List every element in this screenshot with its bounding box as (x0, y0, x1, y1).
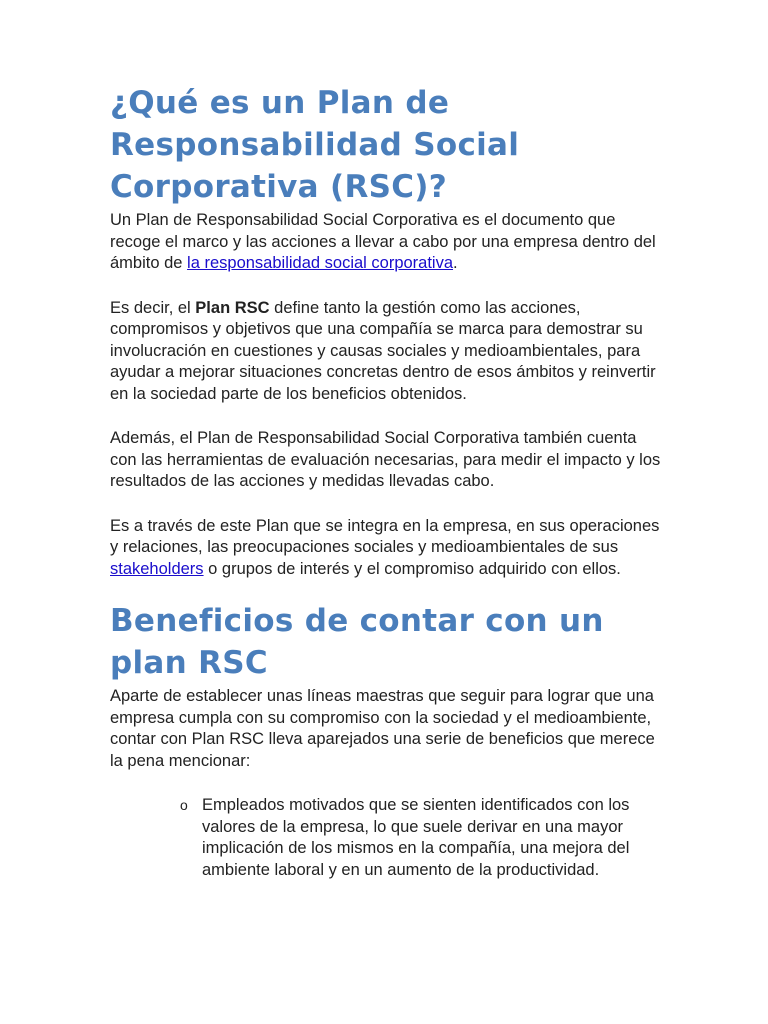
paragraph-benefits-intro: Aparte de establecer unas líneas maestras que seguir para lograr que una empresa cumpla con su compromiso con la sociedad y el medioambiente, contar con Plan RSC lleva aparejados una serie de beneficios que merece la pena mencionar: (110, 687, 655, 770)
document-page (110, 82, 662, 881)
link-stakeholders[interactable]: stakeholders (110, 559, 204, 578)
paragraph-definition (110, 210, 662, 275)
list-item (180, 795, 662, 881)
list-item-text: Empleados motivados que se sienten identificados con los valores de la empresa, lo que suele derivar en una mayor implicación de los mismos en la compañía, una mejora del ambiente laboral y en un aumento de la productividad. (202, 796, 630, 879)
link-responsabilidad-social-corporativa[interactable]: la responsabilidad social corporativa (187, 254, 454, 272)
section-heading-benefits: Beneficios de contar con un plan RSC (110, 603, 604, 681)
benefits-list (110, 795, 662, 881)
paragraph-plan-rsc (110, 298, 662, 406)
paragraph-text: Es decir, el (110, 298, 196, 317)
paragraph-text: . (453, 254, 458, 272)
section-heading-what-is-rsc: ¿Qué es un Plan de Responsabilidad Social Corporativa (RSC)? (110, 85, 520, 205)
paragraph-evaluation-tools: Además, el Plan de Responsabilidad Social Corporativa también cuenta con las herramientas de evaluación necesarias, para medir el impacto y los resultados de las acciones y medidas llevadas cabo. (110, 429, 661, 490)
bullet-circle-icon: o (180, 797, 188, 813)
paragraph-text: define tanto la gestión como las acciones, compromisos y objetivos que una compañía se marca para demostrar su involucración en cuestiones y causas sociales y medioambientales, para ayudar a mejorar situaciones concretas dentro de esos ámbitos y reinvertir en la sociedad parte de los beneficios obtenidos. (110, 298, 656, 403)
paragraph-text: o grupos de interés y el compromiso adquirido con ellos. (203, 559, 621, 578)
paragraph-text: Un Plan de Responsabilidad Social Corporativa es el documento que recoge el marco y las acciones a llevar a cabo por una empresa dentro del ámbito de (110, 211, 656, 272)
paragraph-text: Es a través de este Plan que se integra en la empresa, en sus operaciones y relaciones, las preocupaciones sociales y medioambientales de sus (110, 516, 660, 556)
paragraph-stakeholders (110, 516, 662, 581)
bold-plan-rsc: Plan RSC (195, 298, 270, 317)
